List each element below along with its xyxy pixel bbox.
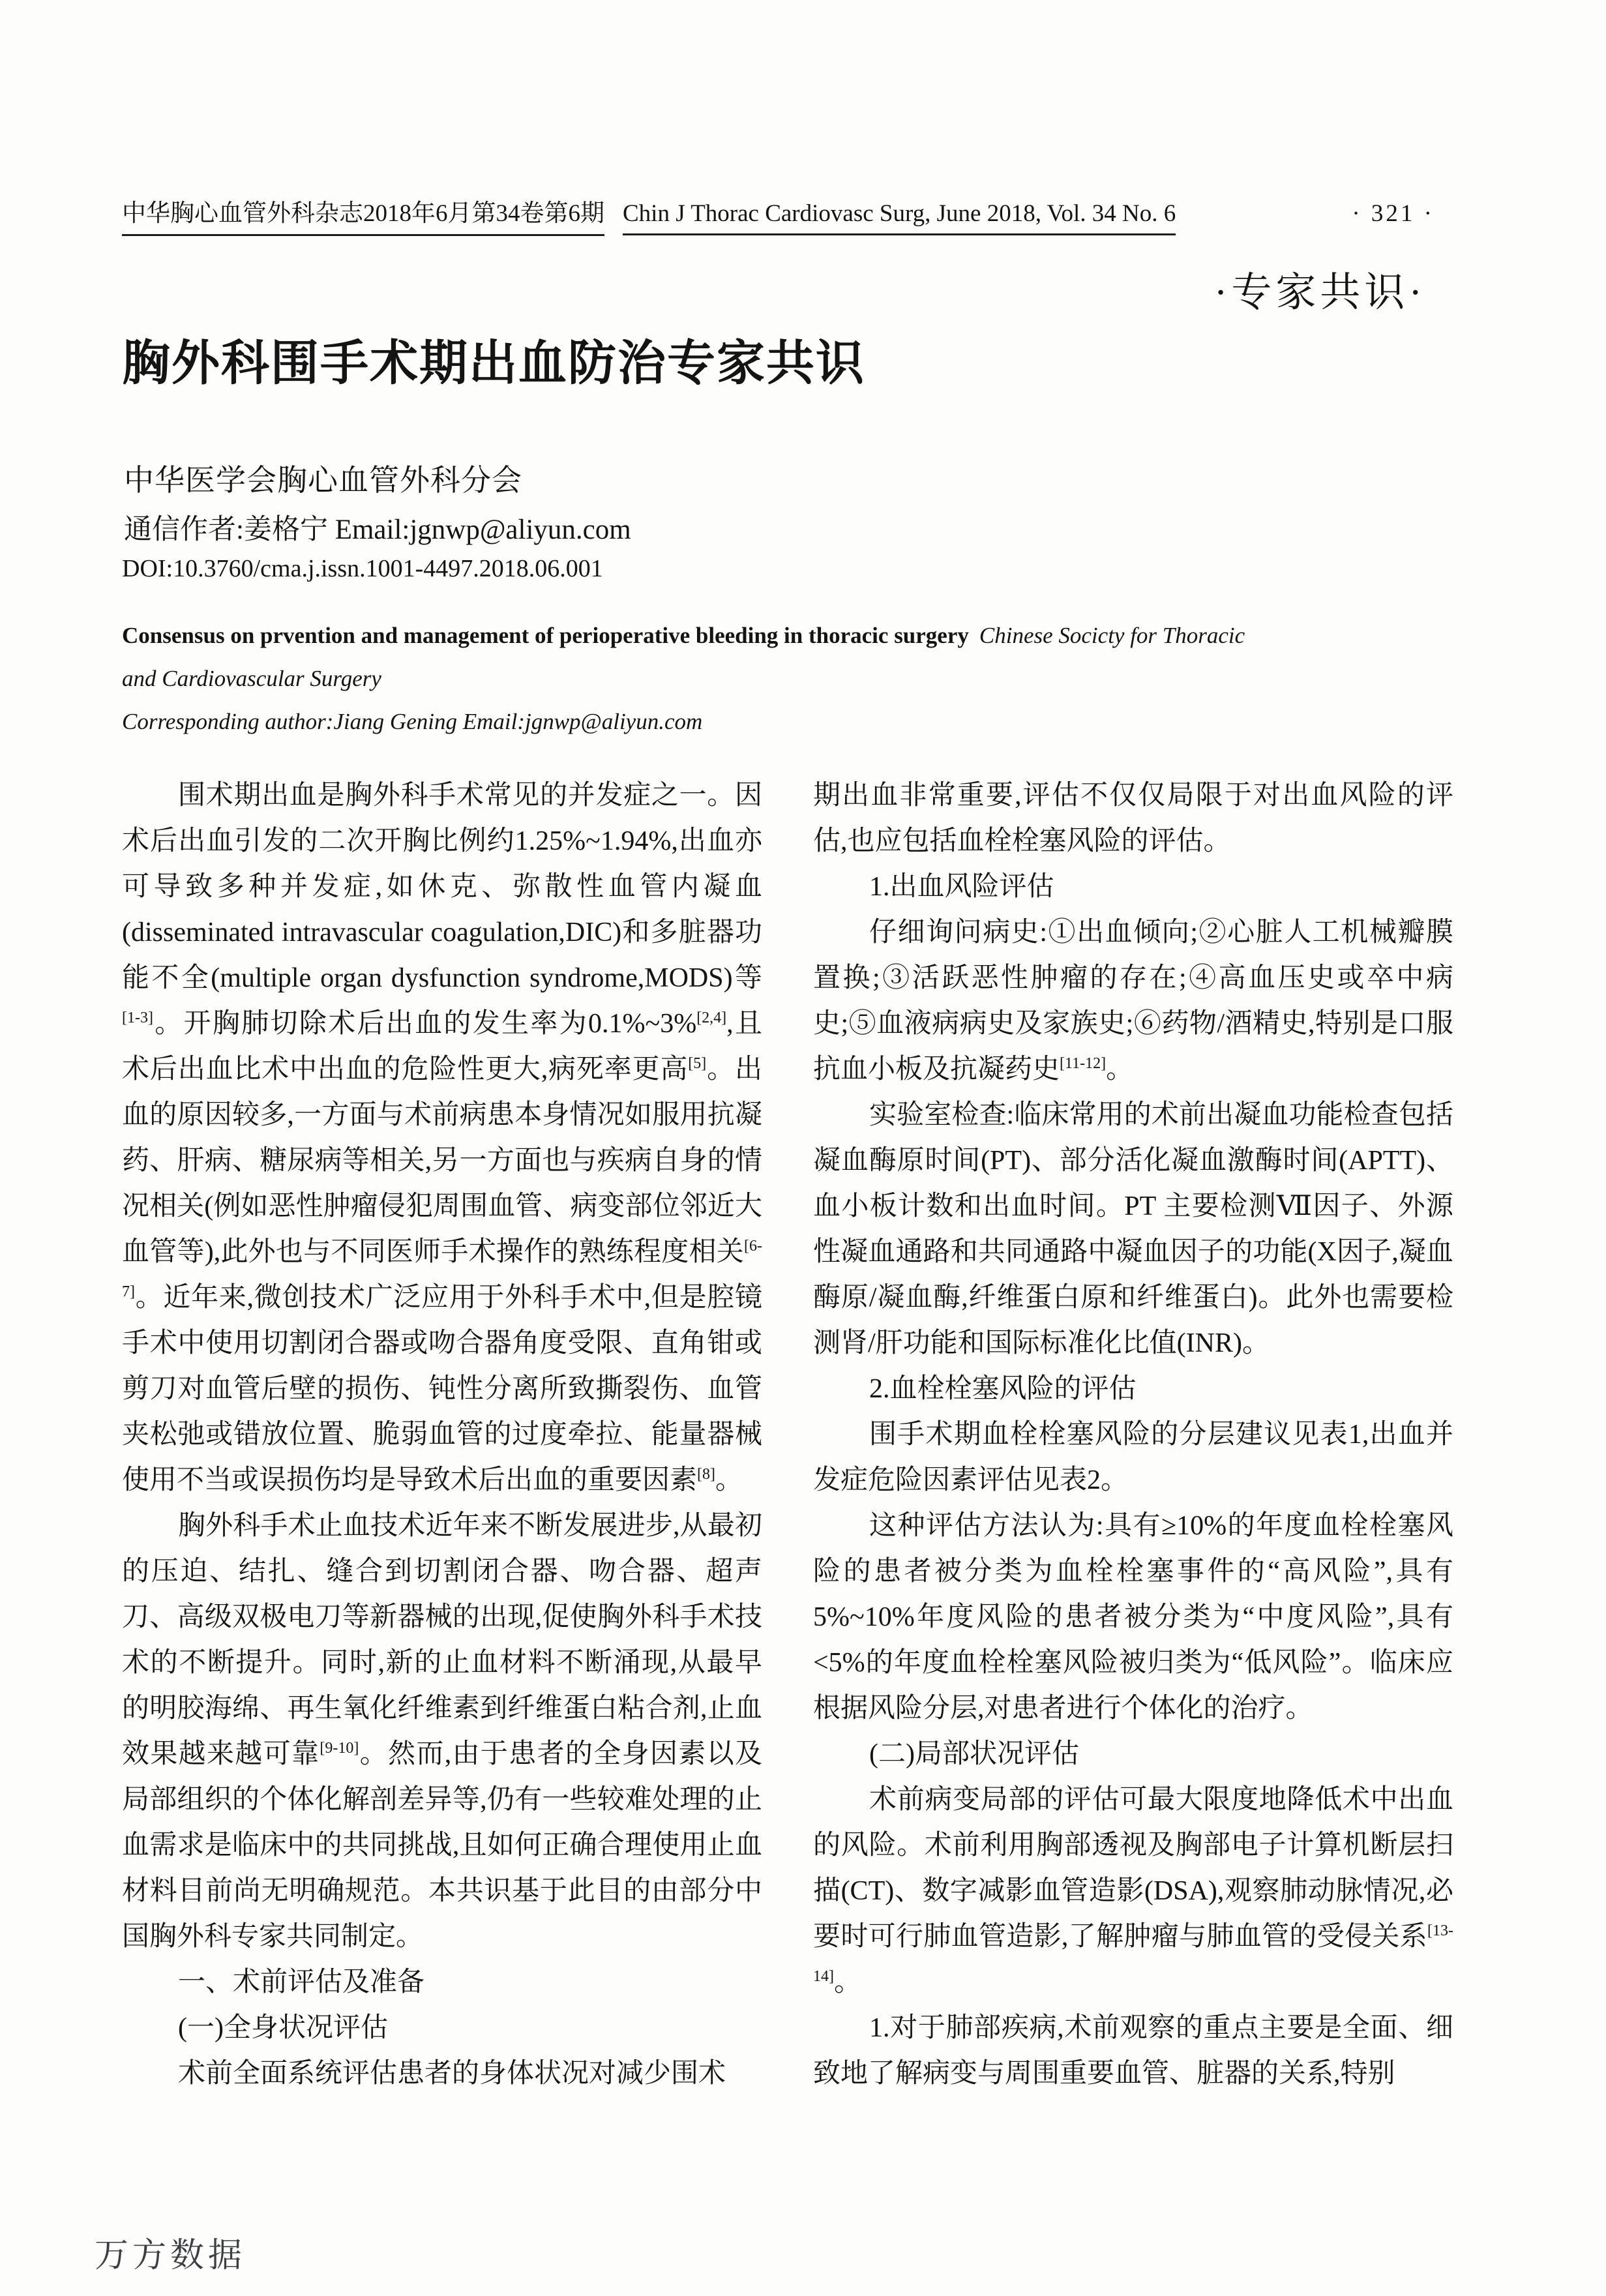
paragraph: (一)全身状况评估 bbox=[178, 2013, 388, 2043]
english-title: Consensus on prvention and management of perioperative bleeding in thoracic surgery bbox=[122, 623, 969, 648]
reference-superscript: [13-14] bbox=[813, 1922, 1453, 1985]
paragraph: 2.血栓栓塞风险的评估 bbox=[869, 1374, 1137, 1404]
paragraph: 围手术期血栓栓塞风险的分层建议见表1,出血并发症危险因素评估见表2。 bbox=[813, 1420, 1453, 1495]
english-correspondence: Corresponding author:Jiang Gening Email:jgnwp@aliyun.com bbox=[122, 709, 703, 734]
paragraph: 1.出血风险评估 bbox=[869, 872, 1054, 902]
page-number: · 321 · bbox=[1352, 200, 1435, 227]
journal-name-en: Chin J Thorac Cardiovasc Surg, June 2018, Vol. 34 No. 6 bbox=[623, 200, 1176, 235]
english-meta-block bbox=[122, 614, 1270, 743]
paragraph: 仔细询问病史:①出血倾向;②心脏人工机械瓣膜置换;③活跃恶性肿瘤的存在;④高血压史或卒中病史;⑤血液病病史及家族史;⑥药物/酒精史,特别是口服抗血小板及抗凝药史[11-12]。 bbox=[813, 917, 1453, 1084]
reference-superscript: [1-3] bbox=[122, 1009, 153, 1026]
section-label: ·专家共识· bbox=[1213, 271, 1426, 315]
article-title: 胸外科围手术期出血防治专家共识 bbox=[122, 337, 865, 391]
reference-superscript: [6-7] bbox=[122, 1238, 762, 1300]
paragraph: 这种评估方法认为:具有≥10%的年度血栓栓塞风险的患者被分类为血栓栓塞事件的“高风险”,具有5%~10%年度风险的患者被分类为“中度风险”,具有<5%的年度血栓栓塞风险被归类为“低风险”。临床应根据风险分层,对患者进行个体化的治疗。 bbox=[813, 1511, 1453, 1723]
reference-superscript: [5] bbox=[688, 1055, 707, 1072]
right-column bbox=[813, 773, 1453, 2096]
reference-superscript: [8] bbox=[697, 1466, 715, 1483]
paragraph: 期出血非常重要,评估不仅仅局限于对出血风险的评估,也应包括血栓栓塞风险的评估。 bbox=[813, 781, 1453, 856]
correspondence-line: 通信作者:姜格宁 Email:jgnwp@aliyun.com bbox=[124, 514, 631, 545]
paragraph: 术前病变局部的评估可最大限度地降低术中出血的风险。术前利用胸部透视及胸部电子计算机断层扫描(CT)、数字减影血管造影(DSA),观察肺动脉情况,必要时可行肺血管造影,了解肿瘤与肺血管的受侵关系[13-14]。 bbox=[813, 1785, 1453, 1997]
reference-superscript: [2,4] bbox=[696, 1009, 727, 1026]
author-affiliation: 中华医学会胸心血管外科分会 bbox=[124, 464, 522, 497]
paragraph: 一、术前评估及准备 bbox=[178, 1967, 425, 1997]
left-column bbox=[122, 773, 762, 2096]
running-head bbox=[122, 193, 1435, 236]
journal-name-cn: 中华胸心血管外科杂志2018年6月第34卷第6期 bbox=[122, 193, 604, 236]
paragraph: 围术期出血是胸外科手术常见的并发症之一。因术后出血引发的二次开胸比例约1.25%~1.94%,出血亦可导致多种并发症,如休克、弥散性血管内凝血(disseminated intravascular coagulation,DIC)和多脏器功能不全(multiple organ dysfunction syndrome,MODS)等[1-3]。开胸肺切除术后出血的发生率为0.1%~3%[2,4],且术后出血比术中出血的危险性更大,病死率更高[5]。出血的原因较多,一方面与术前病患本身情况如服用抗凝药、肝病、糖尿病等相关,另一方面也与疾病自身的情况相关(例如恶性肿瘤侵犯周围血管、病变部位邻近大血管等),此外也与不同医师手术操作的熟练程度相关[6-7]。近年来,微创技术广泛应用于外科手术中,但是腔镜手术中使用切割闭合器或吻合器角度受限、直角钳或剪刀对血管后壁的损伤、钝性分离所致撕裂伤、血管夹松弛或错放位置、脆弱血管的过度牵拉、能量器械使用不当或误损伤均是导致术后出血的重要因素[8]。 bbox=[122, 781, 762, 1495]
paragraph: 术前全面系统评估患者的身体状况对减少围术 bbox=[178, 2059, 726, 2089]
paragraph: (二)局部状况评估 bbox=[869, 1739, 1079, 1769]
paragraph: 1.对于肺部疾病,术前观察的重点主要是全面、细致地了解病变与周围重要血管、脏器的关系,特别 bbox=[813, 2013, 1453, 2089]
reference-superscript: [9-10] bbox=[320, 1740, 359, 1757]
paragraph: 胸外科手术止血技术近年来不断发展进步,从最初的压迫、结扎、缝合到切割闭合器、吻合器、超声刀、高级双极电刀等新器械的出现,促使胸外科手术技术的不断提升。同时,新的止血材料不断涌现,从最早的明胶海绵、再生氧化纤维素到纤维蛋白粘合剂,止血效果越来越可靠[9-10]。然而,由于患者的全身因素以及局部组织的个体化解剖差异等,仍有一些较难处理的止血需求是临床中的共同挑战,且如何正确合理使用止血材料目前尚无明确规范。本共识基于此目的由部分中国胸外科专家共同制定。 bbox=[122, 1511, 762, 1952]
wanfang-watermark: 万方数据 bbox=[95, 2237, 246, 2274]
reference-superscript: [11-12] bbox=[1060, 1055, 1107, 1072]
doi-line: DOI:10.3760/cma.j.issn.1001-4497.2018.06.001 bbox=[122, 555, 603, 582]
paragraph: 实验室检查:临床常用的术前出凝血功能检查包括凝血酶原时间(PT)、部分活化凝血激酶时间(APTT)、血小板计数和出血时间。PT 主要检测Ⅶ因子、外源性凝血通路和共同通路中凝血因子的功能(X因子,凝血酶原/凝血酶,纤维蛋白原和纤维蛋白)。此外也需要检测肾/肝功能和国际标准化比值(INR)。 bbox=[813, 1100, 1453, 1358]
english-society: Chinese Socicty for Thoracic and Cardiovascular Surgery bbox=[122, 623, 1245, 691]
